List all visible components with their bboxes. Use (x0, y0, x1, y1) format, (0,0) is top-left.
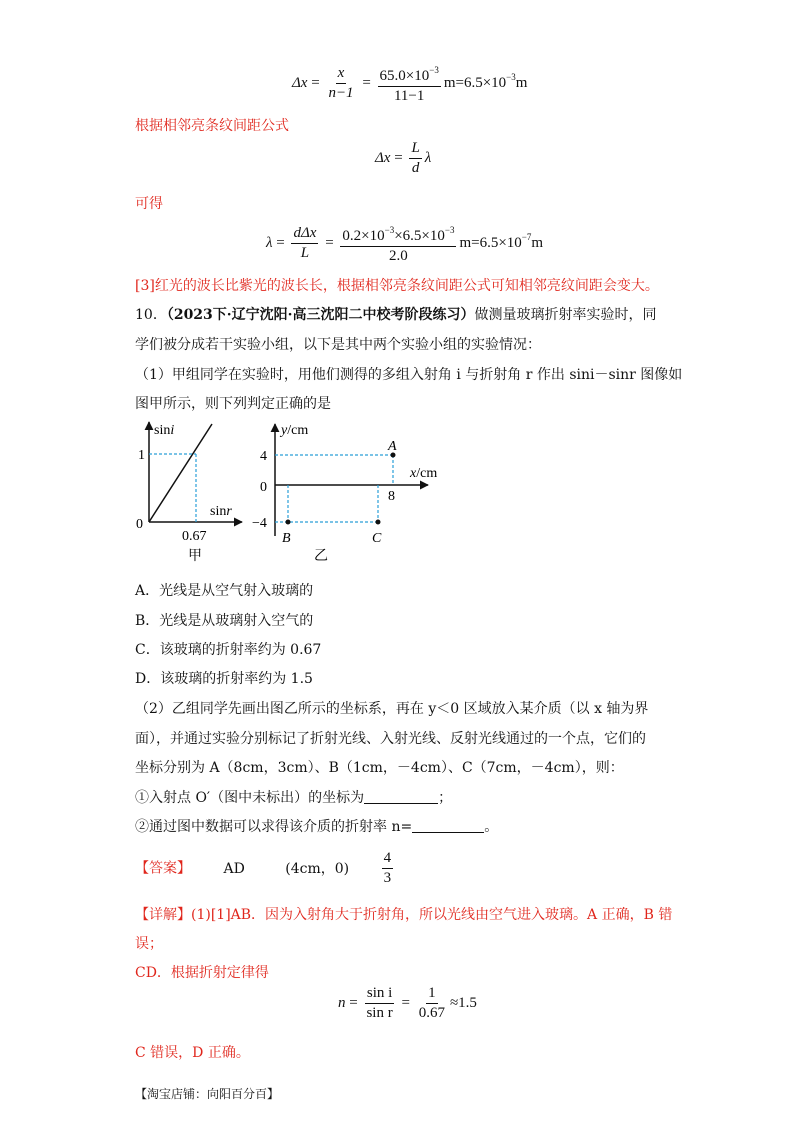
question-stem-line1: 10．（2023下·辽宁沈阳·高三沈阳二中校考阶段练习）做测量玻璃折射率实验时，同 (135, 307, 657, 323)
part2-line2: 面），并通过实验分别标记了折射光线、入射光线、反射光线通过的一个点，它们的 (135, 731, 646, 747)
detail-line4: C 错误，D 正确。 (135, 1045, 250, 1061)
answer-value-2: (4cm，0) (285, 860, 350, 877)
option-c: C．该玻璃的折射率约为 0.67 (135, 642, 322, 658)
sub-question-1: ①入射点 O′（图中未标出）的坐标为 ； (135, 790, 453, 806)
sub-question-2: ②通过图中数据可以求得该介质的折射率 n= 。 (135, 819, 499, 835)
equation-refraction-index: n = $\frac{\text{sin i}}{\text{sin r}}$ = $\frac{1}{0.67}$ ≈1.5 (338, 985, 477, 1021)
part1-line1: （1）甲组同学在实验时，用他们测得的多组入射角 i 与折射角 r 作出 sini－sinr 图像如 (135, 367, 683, 383)
thus-text: 可得 (135, 196, 163, 212)
eq3-frac2: $\frac{0.2\times 10^{-3}\times 6.5\times 10^{-3}}{2.0}$ (340, 222, 456, 265)
yi-caption: 乙 (314, 549, 328, 564)
eq1-lhs: Δx (292, 74, 308, 91)
answer-value-1: AD (223, 860, 245, 877)
yi-label-a: A (388, 439, 397, 454)
jia-data-line (149, 424, 212, 522)
yi-point-b (286, 520, 291, 525)
figure-jia (130, 418, 245, 568)
jia-y-label: sini (154, 423, 175, 438)
part2-line1: （2）乙组同学先画出图乙所示的坐标系，再在 y＜0 区域放入某介质（以 x 轴为界 (135, 701, 649, 717)
refraction-frac1: $\frac{\text{sin i}}{\text{sin r}}$ (366, 985, 393, 1021)
equation-delta-x-calc: Δx = $\frac{x}{n-1}$ = $\frac{65.0\times 10^{-3}}{11-1}$ $m=6.5\times 10^{-3}m$ (292, 62, 527, 105)
equation-fringe-spacing: Δx = $\frac{L}{d}$ λ (375, 140, 432, 176)
refraction-frac2: $\frac{1}{0.67}$ (418, 985, 445, 1021)
equation-wavelength-calc: λ = $\frac{\text{dΔx}}{L}$ = $\frac{0.2\times 10^{-3}\times 6.5\times 10^{-3}}{2.0}$ $m=6.5\times 10^{-7}m$ (266, 222, 543, 265)
yi-y-label: y/cm (281, 423, 309, 438)
figure-yi (248, 418, 448, 573)
jia-caption: 甲 (188, 549, 202, 564)
answer-blank-1 (364, 789, 438, 804)
red-light-conclusion: [3]红光的波长比紫光的波长长，根据相邻亮条纹间距公式可知相邻亮纹间距会变大。 (135, 278, 659, 294)
eq1-frac1: $\frac{x}{n-1}$ (328, 65, 354, 101)
yi-y-tick-pos: 4 (260, 449, 267, 464)
part2-line3: 坐标分别为 A（8cm，3cm）、B（1cm，－4cm）、C（7cm，－4cm），则： (135, 760, 624, 776)
option-d: D．该玻璃的折射率约为 1.5 (135, 671, 313, 687)
eq2-frac: $\frac{L}{d}$ (411, 140, 420, 176)
jia-x-tick: 0.67 (182, 529, 207, 544)
jia-origin: 0 (136, 517, 143, 532)
question-number: 10． (135, 307, 167, 323)
yi-x-label: x/cm (410, 466, 438, 481)
part1-line2: 图甲所示，则下列判定正确的是 (135, 396, 331, 412)
option-a: A．光线是从空气射入玻璃的 (135, 583, 314, 599)
question-stem-line2: 学们被分成若干实验小组，以下是其中两个实验小组的实验情况： (135, 337, 541, 353)
detail-line3: CD．根据折射定律得 (135, 965, 269, 981)
footer-shop: 【淘宝店铺：向阳百分百】 (135, 1087, 280, 1101)
answer-fraction: $\frac{4}{3}$ (383, 850, 392, 886)
yi-label-b: B (282, 531, 291, 546)
yi-y-tick-neg: −4 (252, 516, 267, 531)
answer-row (135, 850, 396, 887)
yi-label-c: C (372, 531, 382, 546)
answer-tag: 【答案】 (135, 860, 191, 877)
option-b: B．光线是从玻璃射入空气的 (135, 613, 314, 629)
yi-x-tick: 8 (388, 489, 395, 504)
eq3-frac1: $\frac{\text{dΔx}}{L}$ (293, 225, 317, 261)
question-source: （2023下·辽宁沈阳·高三沈阳二中校考阶段练习） (166, 307, 475, 323)
eq1-frac2: $\frac{65.0\times 10^{-3}}{11-1}$ (378, 62, 441, 105)
answer-blank-2 (412, 818, 484, 833)
yi-point-c (376, 520, 381, 525)
jia-y-tick: 1 (138, 448, 145, 463)
detail-line2: 误； (135, 936, 163, 952)
yi-origin: 0 (260, 480, 267, 495)
jia-x-label: sinr (210, 504, 232, 519)
detail-line1: 【详解】(1)[1]AB．因为入射角大于折射角，所以光线由空气进入玻璃。A 正确，B 错 (135, 907, 673, 923)
formula-intro-text: 根据相邻亮条纹间距公式 (135, 118, 289, 134)
